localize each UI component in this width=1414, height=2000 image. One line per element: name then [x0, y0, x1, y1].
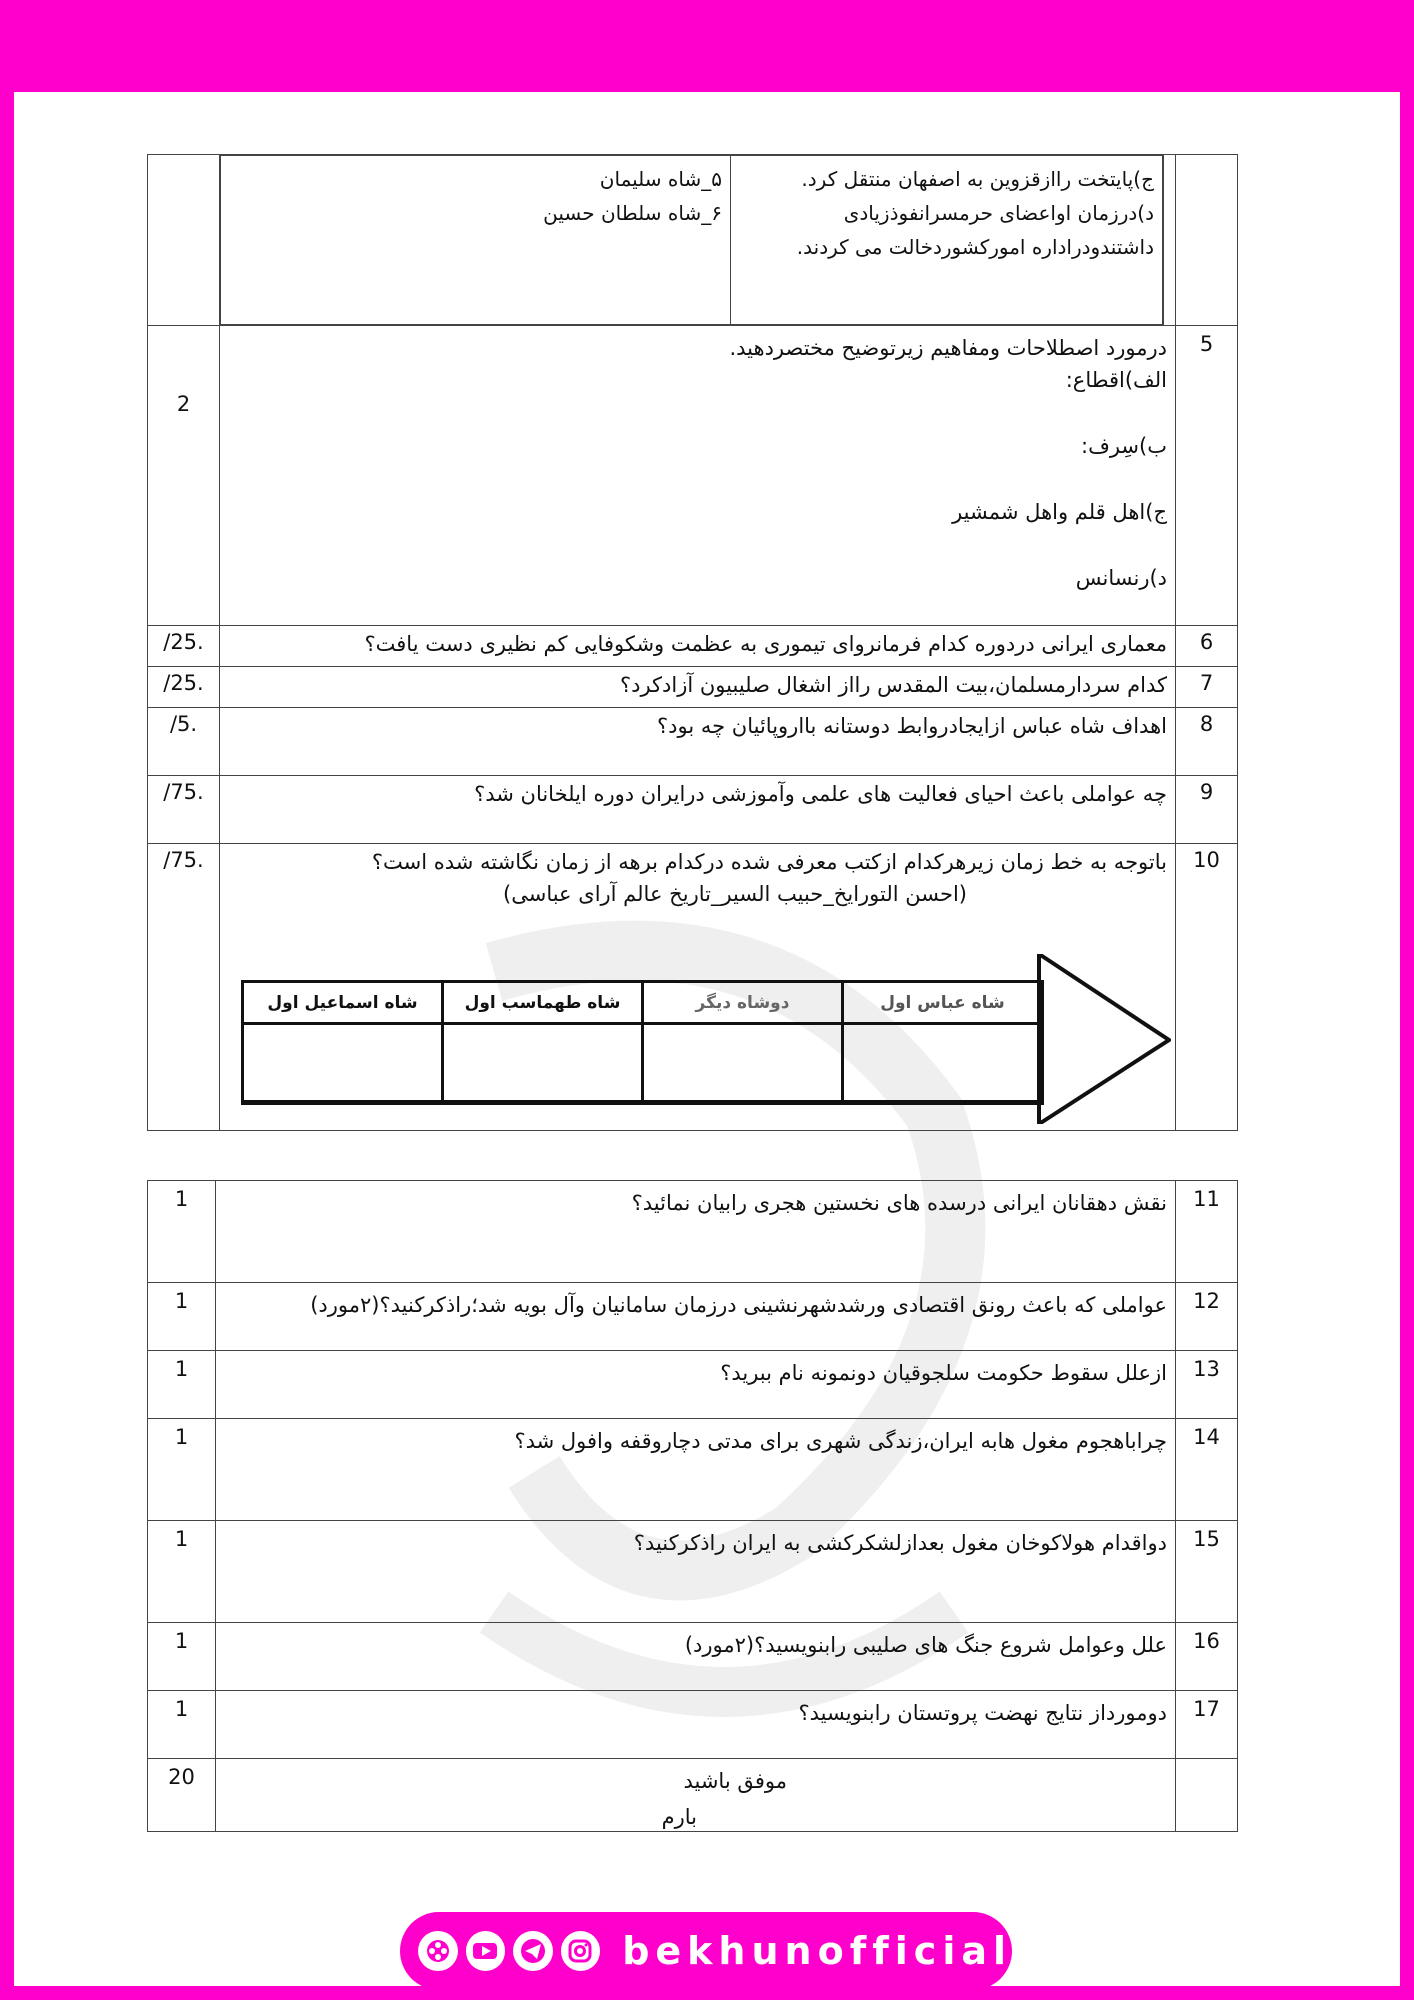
question-text: چه عواملی باعث احیای فعالیت های علمی وآموزشی درایران دوره ایلخانان شد؟	[220, 776, 1176, 844]
youtube-icon[interactable]	[466, 1931, 506, 1971]
question-score: 1	[148, 1351, 216, 1419]
question-text: کدام سردارمسلمان،بیت المقدس رااز اشغال صلیبیون آزادکرد؟	[220, 667, 1176, 708]
question-row	[148, 1691, 1238, 1759]
school-label: نام: دبیرستان باقرالعلوم	[858, 23, 1322, 67]
timeline-cell: شاه عباس اول	[843, 982, 1043, 1024]
question-row	[148, 667, 1238, 708]
question-text: اهداف شاه عباس ازایجادروابط دوستانه بااروپائیان چه بود؟	[220, 708, 1176, 776]
questions-table-2	[147, 1180, 1238, 1832]
matching-item: د)درزمان اواعضای حرمسرانفوذزیادی داشتندودراداره امورکشوردخالت می کردند.	[796, 201, 1154, 259]
question-line: الف)اقطاع:	[1065, 368, 1167, 392]
matching-item: ج)پایتخت راازقزوین به اصفهان منتقل کرد.	[801, 167, 1154, 191]
matching-item: ۵_شاه سلیمان	[599, 167, 722, 191]
question-score: /75.	[148, 844, 220, 1131]
question-text: ازعلل سقوط حکومت سلجوقیان دونمونه نام ببرید؟	[216, 1351, 1176, 1419]
instagram-icon[interactable]	[561, 1931, 601, 1971]
question-line: ب)سِرف:	[1081, 434, 1167, 458]
question-score: 1	[148, 1623, 216, 1691]
answer-cell[interactable]	[643, 1024, 843, 1104]
answer-cell[interactable]	[843, 1024, 1043, 1104]
user-icon	[1334, 16, 1392, 74]
question-number: 5	[1176, 326, 1238, 626]
closing-row	[148, 1759, 1238, 1832]
question-number: 10	[1176, 844, 1238, 1131]
answer-cell[interactable]	[243, 1024, 443, 1104]
question-row	[148, 1351, 1238, 1419]
matching-left-col	[221, 156, 731, 325]
matching-right-col	[731, 156, 1163, 325]
question-number: 8	[1176, 708, 1238, 776]
continuation-row	[148, 155, 1238, 326]
header-divider	[14, 84, 1400, 90]
social-handle[interactable]: bekhunofficial	[622, 1929, 1013, 1973]
school-name	[858, 14, 1392, 76]
header-bar	[0, 0, 1414, 92]
question-text: علل وعوامل شروع جنگ های صلیبی رابنویسید؟(۲مورد)	[216, 1623, 1176, 1691]
question-score: 1	[148, 1419, 216, 1521]
question-number: 15	[1176, 1521, 1238, 1623]
question-line: ج)اهل قلم واهل شمشیر	[952, 500, 1167, 524]
globe-icon	[22, 16, 80, 74]
question-number: 17	[1176, 1691, 1238, 1759]
closing-text	[216, 1759, 1176, 1832]
timeline-cell: دوشاه دیگر	[643, 982, 843, 1024]
question-row	[148, 844, 1238, 1131]
question-score: /5.	[148, 708, 220, 776]
spacer-cell	[1164, 155, 1176, 326]
question-number: 14	[1176, 1419, 1238, 1521]
social-footer	[400, 1912, 1012, 1990]
question-line: درمورد اصطلاحات ومفاهیم زیرتوضیح مختصردهید.	[729, 336, 1167, 360]
question-text: دومورداز نتایج نهضت پروتستان رابنویسید؟	[216, 1691, 1176, 1759]
question-text: عواملی که باعث رونق اقتصادی ورشدشهرنشینی درزمان سامانیان وآل بویه شد؛راذکرکنید؟(۲مورد)	[216, 1283, 1176, 1351]
question-line: باتوجه به خط زمان زیرهرکدام ازکتب معرفی شده درکدام برهه از زمان نگاشته شده است؟	[371, 850, 1167, 874]
question-row	[148, 1419, 1238, 1521]
question-text	[220, 844, 1176, 1131]
question-score: 1	[148, 1521, 216, 1623]
question-number: 7	[1176, 667, 1238, 708]
question-score: 1	[148, 1691, 216, 1759]
site-url: www.bekhun.com	[92, 19, 532, 71]
answer-cell[interactable]	[443, 1024, 643, 1104]
timeline-diagram	[241, 954, 1171, 1124]
question-row	[148, 1521, 1238, 1623]
question-score: /25.	[148, 626, 220, 667]
question-text	[220, 326, 1176, 626]
question-line: د)رنسانس	[1075, 566, 1167, 590]
question-row	[148, 1623, 1238, 1691]
question-row	[148, 1283, 1238, 1351]
question-row	[148, 1181, 1238, 1283]
timeline-cell: شاه اسماعیل اول	[243, 982, 443, 1024]
exam-page	[14, 92, 1400, 1986]
question-number: 12	[1176, 1283, 1238, 1351]
score-label: بارم	[661, 1805, 697, 1829]
question-score	[148, 155, 220, 326]
question-score: 1	[148, 1283, 216, 1351]
bekhun-logo	[655, 0, 759, 92]
question-text: نقش دهقانان ایرانی درسده های نخستین هجری رابیان نمائید؟	[216, 1181, 1176, 1283]
question-number: 6	[1176, 626, 1238, 667]
telegram-icon[interactable]	[513, 1931, 553, 1971]
question-number: 11	[1176, 1181, 1238, 1283]
question-row	[148, 708, 1238, 776]
total-score: 20	[148, 1759, 216, 1832]
question-score: 1	[148, 1181, 216, 1283]
book-list: (احسن التورایخ_حبیب السیر_تاریخ عالم آرای عباسی)	[503, 882, 967, 906]
question-number	[1176, 155, 1238, 326]
questions-table-1	[147, 154, 1238, 1131]
question-text: چراباهجوم مغول هابه ایران،زندگی شهری برای مدتی دچاروقفه وافول شد؟	[216, 1419, 1176, 1521]
question-score: 2	[148, 326, 220, 626]
matching-cell	[220, 155, 1164, 326]
site-link[interactable]	[22, 14, 531, 76]
question-text: معماری ایرانی دردوره کدام فرمانروای تیموری به عظمت وشکوفایی کم نظیری دست یافت؟	[220, 626, 1176, 667]
question-row	[148, 326, 1238, 626]
timeline-cell: شاه طهماسب اول	[443, 982, 643, 1024]
aparat-icon[interactable]	[418, 1931, 458, 1971]
question-text: دواقدام هولاکوخان مغول بعدازلشکرکشی به ایران راذکرکنید؟	[216, 1521, 1176, 1623]
question-number: 9	[1176, 776, 1238, 844]
good-luck-text: موفق باشید	[683, 1769, 787, 1793]
question-number: 13	[1176, 1351, 1238, 1419]
question-score: /75.	[148, 776, 220, 844]
question-score: /25.	[148, 667, 220, 708]
matching-item: ۶_شاه سلطان حسین	[543, 201, 722, 225]
question-number: 16	[1176, 1623, 1238, 1691]
question-row	[148, 626, 1238, 667]
matching-table	[220, 155, 1163, 325]
question-number	[1176, 1759, 1238, 1832]
timeline-table	[241, 980, 1044, 1105]
question-row	[148, 776, 1238, 844]
